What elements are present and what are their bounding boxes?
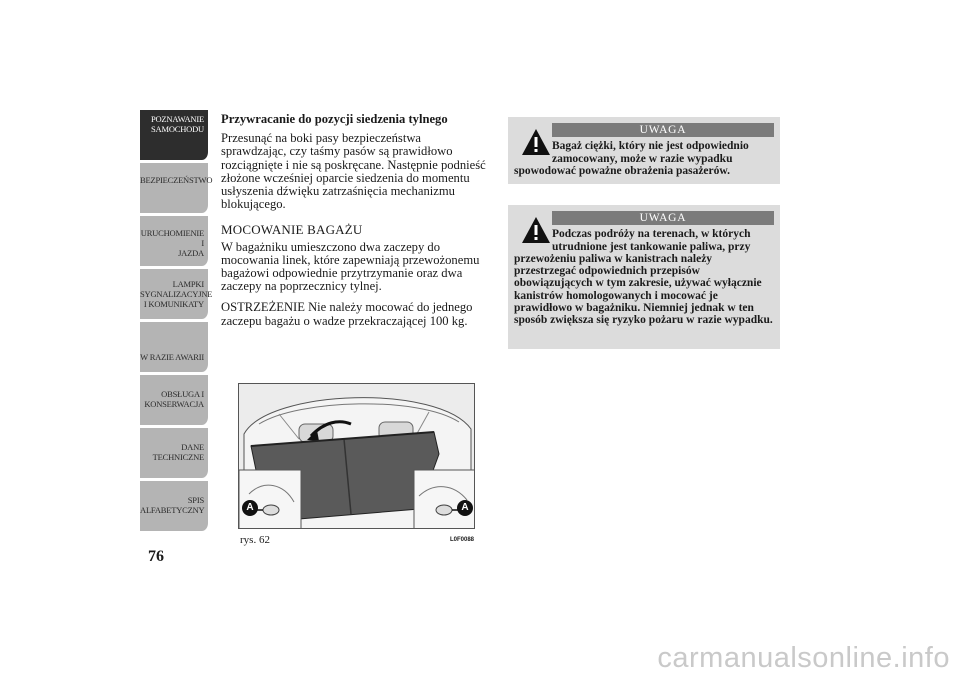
warning-line: spowodować poważne obrażenia pasażerów. xyxy=(514,164,730,177)
tab-label-line: W RAZIE AWARII xyxy=(140,352,204,362)
tab-label-line: ALFABETYCZNY xyxy=(140,505,205,515)
subsection-heading: Przywracanie do pozycji siedzenia tylnego xyxy=(221,112,448,126)
warning-box xyxy=(508,205,780,349)
figure-caption: rys. 62 xyxy=(240,534,270,546)
paragraph-warning-weight: OSTRZEŻENIE Nie należy mocować do jednego zaczepu bagażu o wadze przekraczającej 100 kg. xyxy=(221,300,473,328)
watermark: carmanualsonline.info xyxy=(657,642,950,674)
tab-label-line: SYGNALIZACYJNE xyxy=(140,289,213,299)
warning-line: Podczas podróży na terenach, w których xyxy=(552,228,751,241)
tab-label-line: JAZDA xyxy=(178,248,204,258)
tab-label-line: I KOMUNIKATY xyxy=(143,299,204,309)
tab-label-line: SAMOCHODU xyxy=(151,124,204,134)
tab-bezpieczenstwo[interactable] xyxy=(140,163,213,213)
warning-title: UWAGA xyxy=(552,123,774,137)
tab-label-line: LAMPKI xyxy=(172,279,204,289)
figure-code: L0F0088 xyxy=(450,537,475,543)
callout-a-left: A xyxy=(242,500,258,516)
warning-line: Bagaż ciężki, który nie jest odpowiednio xyxy=(552,140,749,153)
tab-obsluga-i-konserwacja[interactable] xyxy=(140,375,210,425)
main-text-column xyxy=(221,113,489,336)
figure-luggage-compartment xyxy=(238,383,475,529)
tab-label-line: OBSŁUGA I xyxy=(161,389,204,399)
warning-line: przewożeniu paliwa w kanistrach należy przestrzegać odpowiednich przepisów obowiązujących w tym zakresie, używać wyłącznie kanistrów homologowanych i mocować je prawidłowo w bagażniku. Niemniej jednak w ten sposób zwiększa się ryzyko pożaru w razie wypadku. xyxy=(514,252,773,327)
warning-text xyxy=(514,228,774,326)
tab-label-line: BEZPIECZEŃSTWO xyxy=(140,175,213,185)
warning-triangle-icon xyxy=(520,215,552,245)
section-title: MOCOWANIE BAGAŻU xyxy=(221,222,363,238)
tab-w-razie-awarii[interactable] xyxy=(140,322,210,372)
warning-line: utrudnione jest tankowanie paliwa, przy xyxy=(552,240,751,253)
tab-spis-alfabetyczny[interactable] xyxy=(140,481,210,531)
callout-a-right: A xyxy=(457,500,473,516)
paragraph-restore-seat: Przesunąć na boki pasy bezpieczeństwa sprawdzając, czy taśmy pasów są prawidłowo rozciągnięte i nie są poskręcane. Następnie podnieść złożone wcześniej oparcie siedzenia do momentu usłyszenia dźwięku zatrzaśnięcia mechanizmu blokującego. xyxy=(221,131,486,212)
tab-label-line: KONSERWACJA xyxy=(144,399,204,409)
tab-label-line: TECHNICZNE xyxy=(152,452,204,462)
warning-box xyxy=(508,117,780,184)
warning-triangle-icon xyxy=(520,127,552,157)
warning-text xyxy=(514,140,774,177)
tab-label-line: URUCHOMIENIE I xyxy=(140,228,204,248)
tab-label-line: DANE xyxy=(181,442,204,452)
paragraph-luggage-hooks: W bagażniku umieszczono dwa zaczepy do mocowania linek, które zapewniają przewożonemu bagażowi odpowiednie przytrzymanie oraz dwa zaczepy na poprzecznicy tylnej. xyxy=(221,239,480,294)
tab-uruchomienie-i-jazda[interactable] xyxy=(140,216,210,266)
tab-dane-techniczne[interactable] xyxy=(140,428,210,478)
warning-title: UWAGA xyxy=(552,211,774,225)
tab-lampki-sygnalizacyjne[interactable] xyxy=(140,269,213,319)
tab-label-line: SPIS xyxy=(187,495,204,505)
tab-poznawanie-samochodu[interactable] xyxy=(140,110,210,160)
tab-label-line: POZNAWANIE xyxy=(150,114,204,124)
luggage-compartment-illustration xyxy=(239,384,475,529)
page-number: 76 xyxy=(148,548,164,565)
warning-line: zamocowany, może w razie wypadku xyxy=(552,152,733,165)
